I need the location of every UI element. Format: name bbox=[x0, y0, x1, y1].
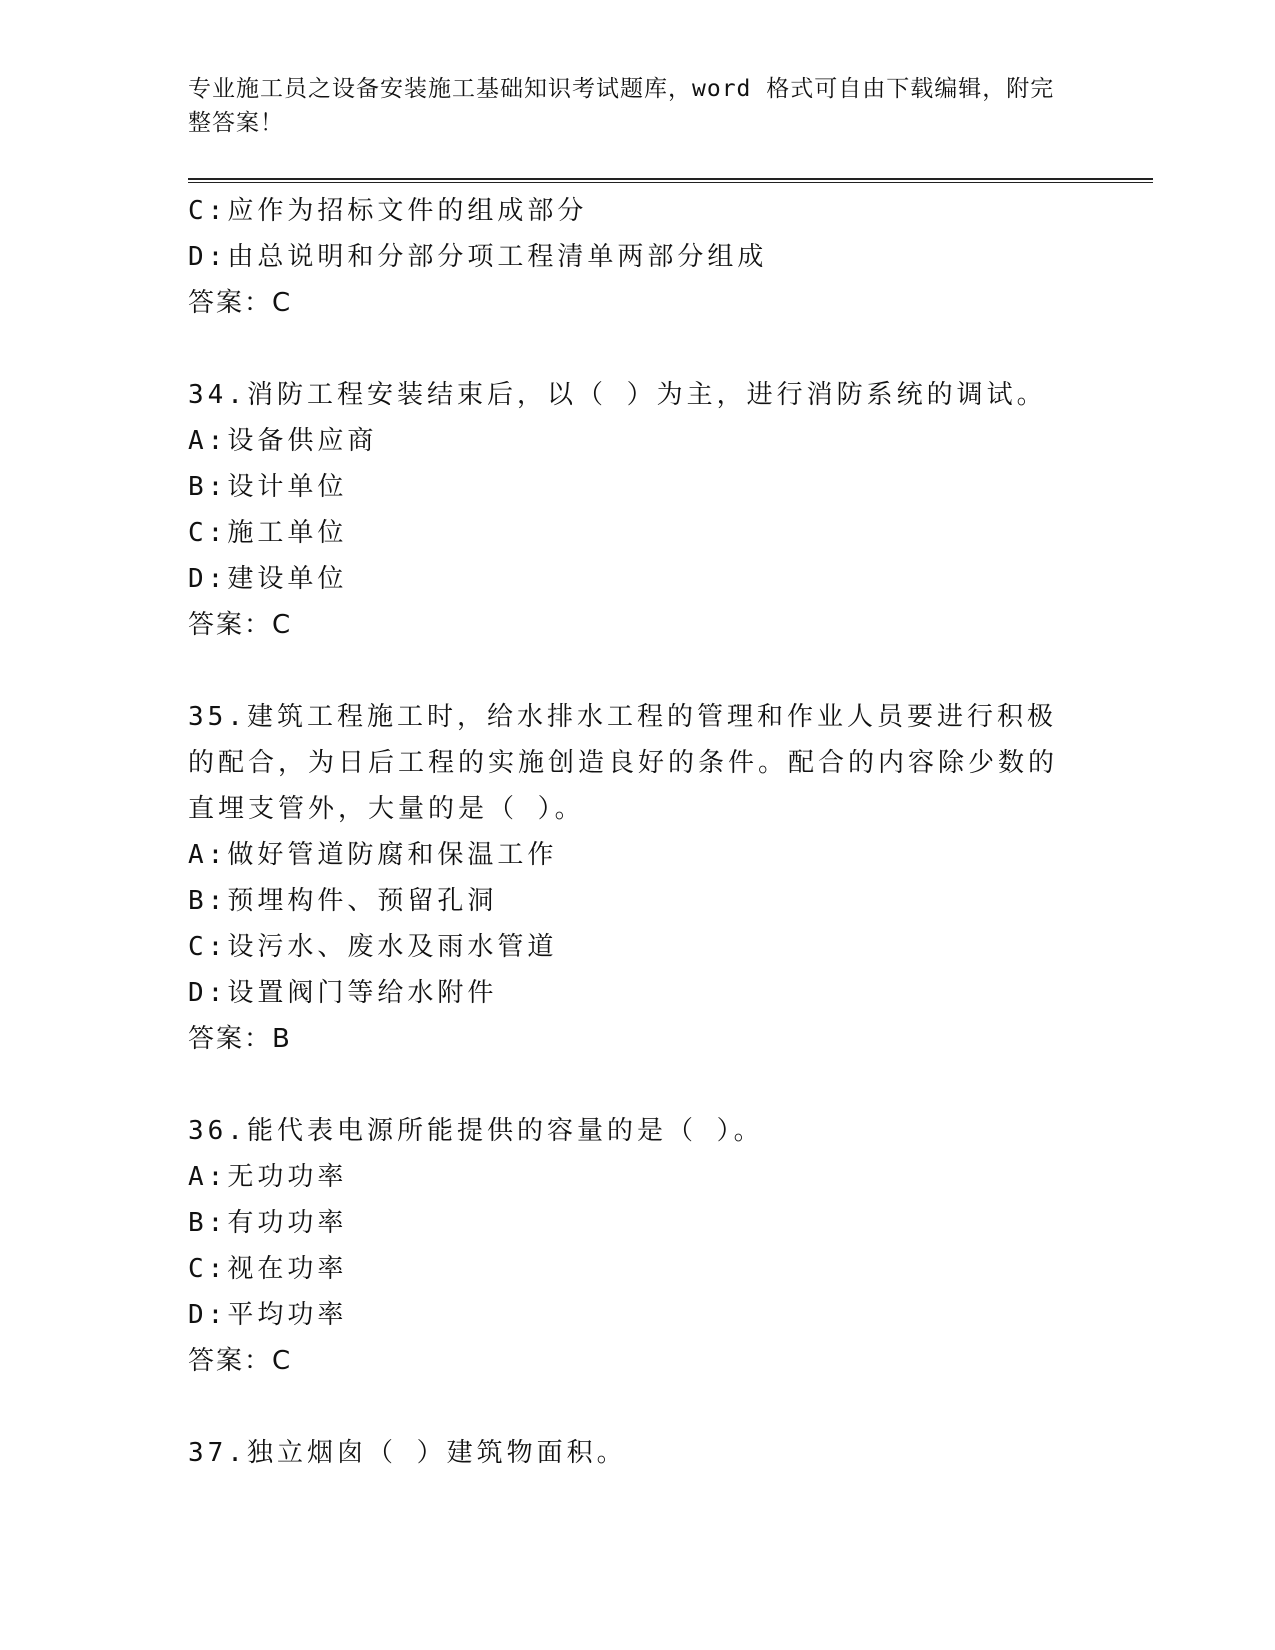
answer-34: 答案：C bbox=[188, 610, 293, 640]
option-a bbox=[188, 832, 1088, 878]
spacer bbox=[188, 648, 1088, 694]
option-key: B: bbox=[188, 472, 228, 502]
option-key: A: bbox=[188, 840, 228, 870]
question-37-text: 37.独立烟囱（ ）建筑物面积。 bbox=[188, 1438, 627, 1468]
question-37 bbox=[188, 1430, 1088, 1476]
question-36 bbox=[188, 1108, 1088, 1384]
question-34-text: 34.消防工程安装结束后，以（ ）为主，进行消防系统的调试。 bbox=[188, 380, 1047, 410]
option-text: 建设单位 bbox=[227, 564, 348, 594]
option-text: 无功功率 bbox=[227, 1162, 348, 1192]
option-text: 施工单位 bbox=[227, 518, 348, 548]
question-34 bbox=[188, 372, 1088, 648]
option-key: A: bbox=[188, 426, 228, 456]
option-c bbox=[188, 510, 1088, 556]
option-key: B: bbox=[188, 1208, 228, 1238]
answer-36: 答案：C bbox=[188, 1346, 293, 1376]
option-text: 设备供应商 bbox=[227, 426, 378, 456]
option-d bbox=[188, 970, 1088, 1016]
option-text: 做好管道防腐和保温工作 bbox=[227, 840, 558, 870]
option-text: 设污水、废水及雨水管道 bbox=[227, 932, 558, 962]
question-35 bbox=[188, 694, 1088, 1062]
option-text: 预埋构件、预留孔洞 bbox=[227, 886, 498, 916]
option-key: C: bbox=[188, 1254, 228, 1284]
option-key: D: bbox=[188, 564, 228, 594]
question-35-text: 35.建筑工程施工时，给水排水工程的管理和作业人员要进行积极的配合，为日后工程的实施创造良好的条件。配合的内容除少数的直埋支管外，大量的是（ ）。 bbox=[188, 702, 1059, 824]
option-text: 设计单位 bbox=[227, 472, 348, 502]
option-c bbox=[188, 188, 1088, 234]
option-text: 应作为招标文件的组成部分 bbox=[227, 196, 588, 226]
option-text: 视在功率 bbox=[227, 1254, 348, 1284]
option-key: A: bbox=[188, 1162, 228, 1192]
option-text: 有功功率 bbox=[227, 1208, 348, 1238]
option-key: B: bbox=[188, 886, 228, 916]
option-d bbox=[188, 1292, 1088, 1338]
option-b bbox=[188, 464, 1088, 510]
header-rule-thick bbox=[188, 178, 1153, 180]
spacer bbox=[188, 1384, 1088, 1430]
option-a bbox=[188, 1154, 1088, 1200]
option-key: C: bbox=[188, 518, 228, 548]
option-key: C: bbox=[188, 932, 228, 962]
option-text: 由总说明和分部分项工程清单两部分组成 bbox=[227, 242, 768, 272]
option-c bbox=[188, 1246, 1088, 1292]
option-text: 设置阀门等给水附件 bbox=[227, 978, 498, 1008]
option-b bbox=[188, 878, 1088, 924]
answer-33: 答案：C bbox=[188, 288, 293, 318]
option-key: D: bbox=[188, 242, 228, 272]
option-d bbox=[188, 234, 1088, 280]
option-d bbox=[188, 556, 1088, 602]
option-b bbox=[188, 1200, 1088, 1246]
question-36-text: 36.能代表电源所能提供的容量的是（ ）。 bbox=[188, 1116, 764, 1146]
option-a bbox=[188, 418, 1088, 464]
answer-35: 答案：B bbox=[188, 1024, 292, 1054]
option-key: D: bbox=[188, 978, 228, 1008]
header-rule-thin bbox=[188, 182, 1153, 183]
option-key: D: bbox=[188, 1300, 228, 1330]
question-list bbox=[188, 188, 1088, 1476]
option-key: C: bbox=[188, 196, 228, 226]
document-header: 专业施工员之设备安装施工基础知识考试题库，word 格式可自由下载编辑，附完整答案！ bbox=[188, 76, 1055, 136]
question-33-continuation bbox=[188, 188, 1088, 326]
spacer bbox=[188, 1062, 1088, 1108]
option-c bbox=[188, 924, 1088, 970]
option-text: 平均功率 bbox=[227, 1300, 348, 1330]
spacer bbox=[188, 326, 1088, 372]
